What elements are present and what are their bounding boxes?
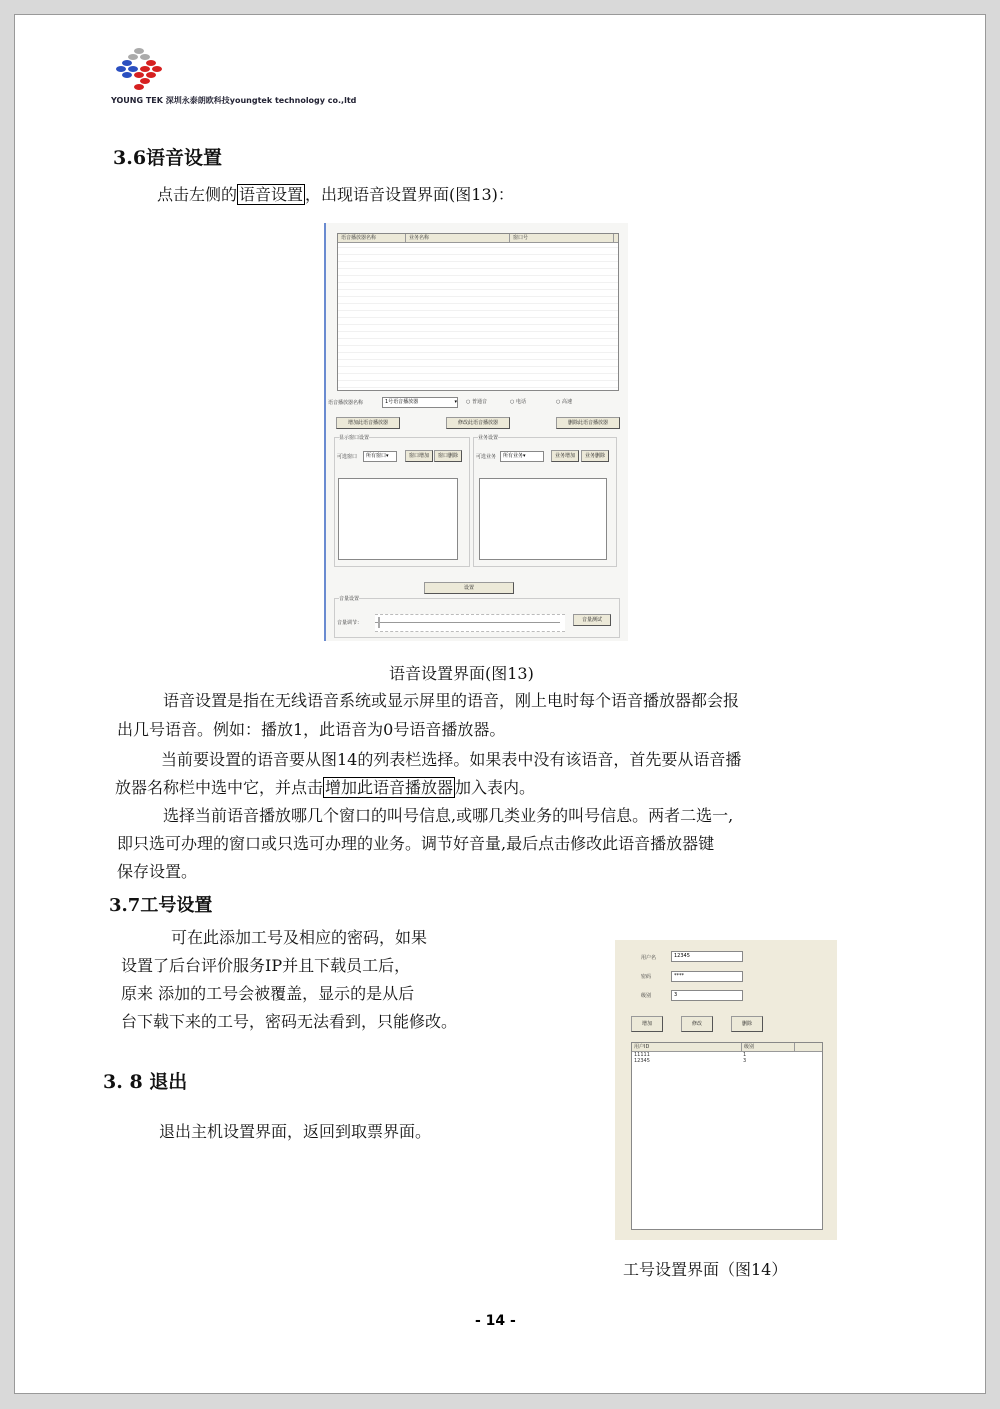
level-input[interactable]: 3 [671, 990, 743, 1001]
paragraph-line: 即只选可办理的窗口或只选可办理的业务。调节好音量,最后点击修改此语音播放器键 [117, 834, 715, 853]
radio-option[interactable]: ○ 普通音 [466, 399, 487, 405]
employee-settings-screenshot [615, 940, 837, 1240]
boxed-term: 增加此语音播放器 [325, 778, 454, 797]
radio-option[interactable]: ○ 高速 [556, 399, 572, 405]
section-3-6-intro [157, 182, 514, 205]
voice-settings-screenshot [324, 223, 628, 641]
figure-13-caption: 语音设置界面(图13) [389, 664, 534, 683]
paragraph-line: 当前要设置的语音要从图14的列表栏选择。如果表中没有该语音，首先要从语音播 [161, 750, 742, 769]
modify-button[interactable]: 修改 [681, 1016, 713, 1032]
cell: 12345 [634, 1058, 650, 1064]
paragraph-line: 保存设置。 [117, 862, 198, 881]
figure-14-caption: 工号设置界面（图14） [623, 1260, 788, 1279]
radio-option[interactable]: ○ 电话 [510, 399, 526, 405]
group-title: 显示窗口设置 [339, 435, 370, 441]
paragraph-line: 选择当前语音播放哪几个窗口的叫号信息,或哪几类业务的叫号信息。两者二选一, [163, 806, 734, 825]
window-select[interactable]: 所有窗口▾ [363, 451, 397, 462]
volume-group [334, 598, 620, 638]
cell: 3 [743, 1058, 747, 1064]
delete-button[interactable]: 删除 [731, 1016, 763, 1032]
player-name-value: 1号语音播放器 [385, 399, 419, 405]
section-3-8-text: 退出主机设置界面，返回到取票界面。 [159, 1122, 432, 1141]
window-label: 可选窗口 [337, 454, 358, 460]
radio-label: 电话 [515, 399, 526, 405]
group-title: 业务设置 [478, 435, 499, 441]
column-header[interactable]: 用户ID [632, 1043, 742, 1051]
username-input[interactable]: 12345 [671, 951, 743, 962]
player-name-label: 语音播放器名称 [328, 400, 364, 406]
column-header[interactable]: 业务名称 [406, 234, 510, 242]
section-3-7-title: 3.7工号设置 [109, 895, 213, 916]
chevron-down-icon: ▾ [454, 399, 457, 405]
company-name: YOUNG TEK 深圳永泰朗欧科技youngtek technology co.,ltd [111, 96, 357, 105]
text: 放器名称栏中选中它，并点击 [115, 778, 324, 797]
level-label: 级别 [641, 993, 652, 999]
document-page [14, 14, 986, 1394]
paragraph-line: 台下载下来的工号，密码无法看到，只能修改。 [121, 1012, 458, 1031]
voice-player-table [337, 233, 619, 391]
section-3-6-title: 3.6语音设置 [113, 147, 223, 169]
intro-text-end: ，出现语音设置界面(图13)： [305, 185, 514, 204]
cell: 1 [743, 1052, 747, 1058]
group-title: 音量设置 [339, 596, 360, 602]
paragraph-line: 可在此添加工号及相应的密码，如果 [171, 928, 428, 947]
business-select[interactable]: 所有业务▾ [500, 451, 544, 462]
column-header[interactable]: 语音播放器名称 [338, 234, 406, 242]
window-list[interactable] [338, 478, 458, 560]
password-label: 密码 [641, 974, 652, 980]
add-player-button[interactable]: 增加此语音播放器 [336, 417, 400, 429]
window-delete-button[interactable]: 窗口删除 [434, 450, 462, 462]
username-label: 用户名 [641, 955, 657, 961]
set-button[interactable]: 设置 [424, 582, 514, 594]
paragraph-line: 出几号语音。例如：播放1，此语音为0号语音播放器。 [117, 720, 506, 739]
paragraph-line: 原来 添加的工号会被覆盖，显示的是从后 [121, 984, 415, 1003]
password-input[interactable]: **** [671, 971, 743, 982]
business-delete-button[interactable]: 业务删除 [581, 450, 609, 462]
business-add-button[interactable]: 业务增加 [551, 450, 579, 462]
text: 加入表内。 [455, 778, 536, 797]
radio-label: 普通音 [471, 399, 487, 405]
add-button[interactable]: 增加 [631, 1016, 663, 1032]
paragraph-line [115, 775, 535, 798]
volume-slider[interactable] [375, 614, 565, 632]
volume-test-button[interactable]: 音量测试 [573, 614, 611, 626]
employee-table [631, 1042, 823, 1230]
radio-label: 高速 [561, 399, 572, 405]
paragraph-line: 语音设置是指在无线语音系统或显示屏里的语音，刚上电时每个语音播放器都会报 [163, 691, 740, 710]
column-header[interactable]: 窗口号 [510, 234, 614, 242]
section-3-8-title: 3. 8 退出 [103, 1071, 188, 1093]
paragraph-line: 设置了后台评价服务IP并且下载员工后， [121, 956, 411, 975]
window-value: 所有窗口 [366, 453, 387, 459]
slider-handle[interactable] [378, 617, 380, 628]
business-settings-group [473, 437, 617, 567]
player-name-select[interactable] [382, 397, 458, 408]
business-label: 可选业务 [476, 454, 497, 460]
cell: 11111 [634, 1052, 650, 1058]
window-settings-group [334, 437, 470, 567]
delete-player-button[interactable]: 删除此语音播放器 [556, 417, 620, 429]
intro-text: 点击左侧的 [157, 185, 238, 204]
company-logo-icon [111, 45, 171, 95]
modify-player-button[interactable]: 修改此语音播放器 [446, 417, 510, 429]
column-header[interactable]: 级别 [742, 1043, 795, 1051]
business-value: 所有业务 [503, 453, 524, 459]
table-row[interactable] [632, 1058, 822, 1064]
volume-label: 音量调节： [337, 620, 363, 626]
intro-boxed-term: 语音设置 [239, 185, 304, 204]
business-list[interactable] [479, 478, 607, 560]
window-add-button[interactable]: 窗口增加 [405, 450, 433, 462]
page-number: - 14 - [475, 1313, 516, 1329]
